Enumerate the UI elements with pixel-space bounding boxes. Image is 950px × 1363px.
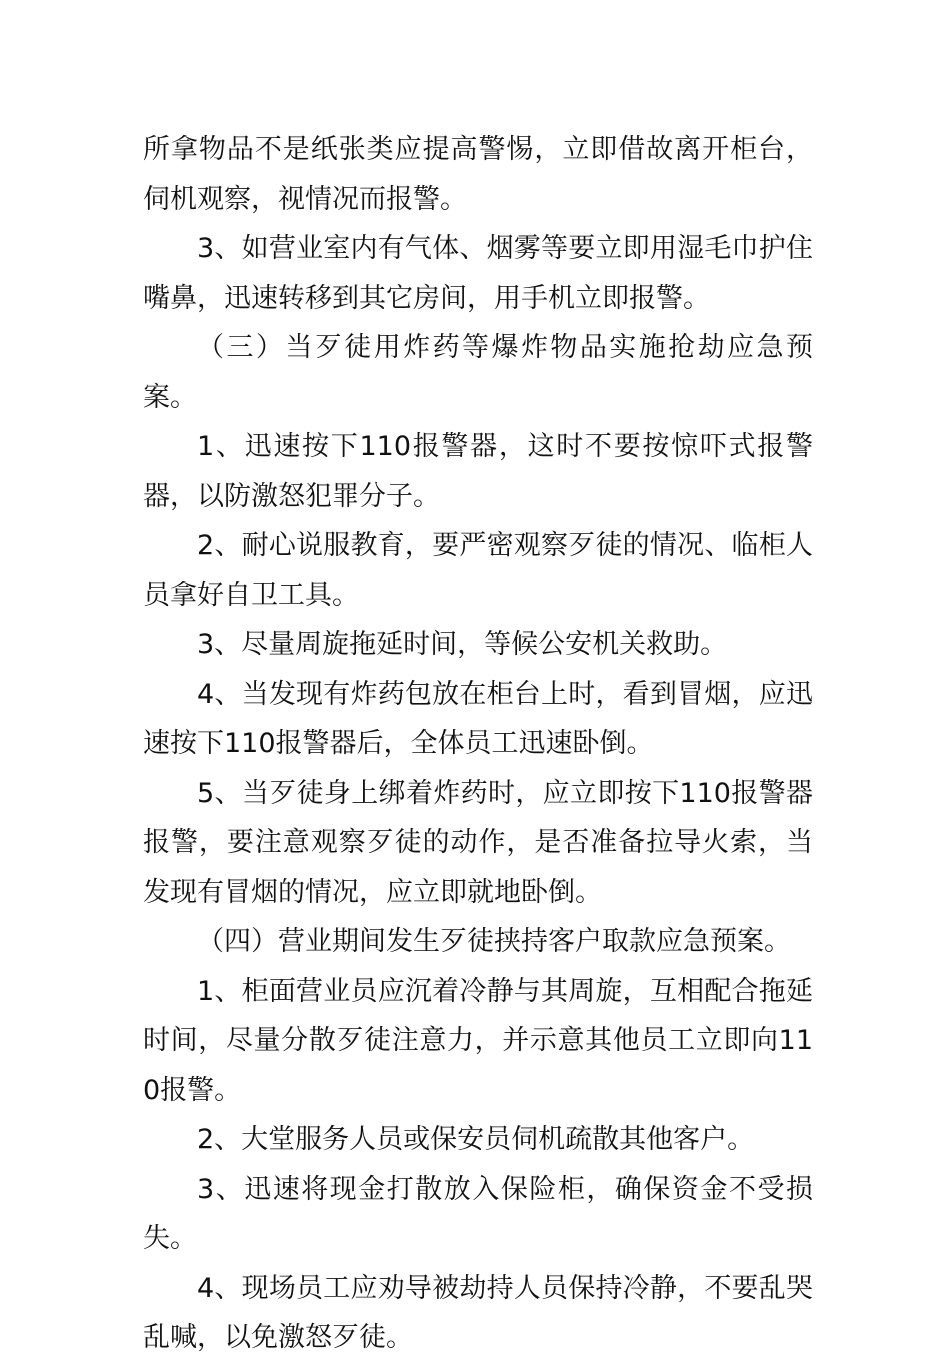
paragraph-item-4-explosive: 4、当发现有炸药包放在柜台上时，看到冒烟，应迅速按下110报警器后，全体员工迅速卧倒。 bbox=[143, 678, 813, 759]
paragraph-item-3-smoke: 3、如营业室内有气体、烟雾等要立即用湿毛巾护住嘴鼻，迅速转移到其它房间，用手机立即报警。 bbox=[143, 233, 813, 314]
paragraph-continuation: 所拿物品不是纸张类应提高警惕，立即借故离开柜台，伺机观察，视情况而报警。 bbox=[143, 134, 813, 215]
document-body bbox=[143, 125, 813, 1363]
paragraph-item-5-bomb-vest: 5、当歹徒身上绑着炸药时，应立即按下110报警器报警，要注意观察歹徒的动作，是否准备拉导火索，当发现有冒烟的情况，应立即就地卧倒。 bbox=[143, 777, 813, 908]
paragraph-item-2-lobby: 2、大堂服务人员或保安员伺机疏散其他客户。 bbox=[197, 1124, 755, 1155]
section-heading-4: （四）营业期间发生歹徒挟持客户取款应急预案。 bbox=[197, 926, 791, 957]
paragraph-item-4-calm: 4、现场员工应劝导被劫持人员保持冷静，不要乱哭乱喊，以免激怒歹徒。 bbox=[143, 1272, 813, 1353]
section-heading-3: （三）当歹徒用炸药等爆炸物品实施抢劫应急预案。 bbox=[143, 332, 813, 413]
paragraph-item-1-alarm: 1、迅速按下110报警器，这时不要按惊吓式报警器，以防激怒犯罪分子。 bbox=[143, 431, 813, 512]
paragraph-item-1-teller: 1、柜面营业员应沉着冷静与其周旋，互相配合拖延时间，尽量分散歹徒注意力，并示意其他员工立即向110报警。 bbox=[143, 975, 813, 1106]
paragraph-item-3-delay: 3、尽量周旋拖延时间，等候公安机关救助。 bbox=[197, 629, 728, 660]
paragraph-item-2-persuade: 2、耐心说服教育，要严密观察歹徒的情况、临柜人员拿好自卫工具。 bbox=[143, 530, 813, 611]
paragraph-item-3-safe: 3、迅速将现金打散放入保险柜，确保资金不受损失。 bbox=[143, 1173, 813, 1254]
